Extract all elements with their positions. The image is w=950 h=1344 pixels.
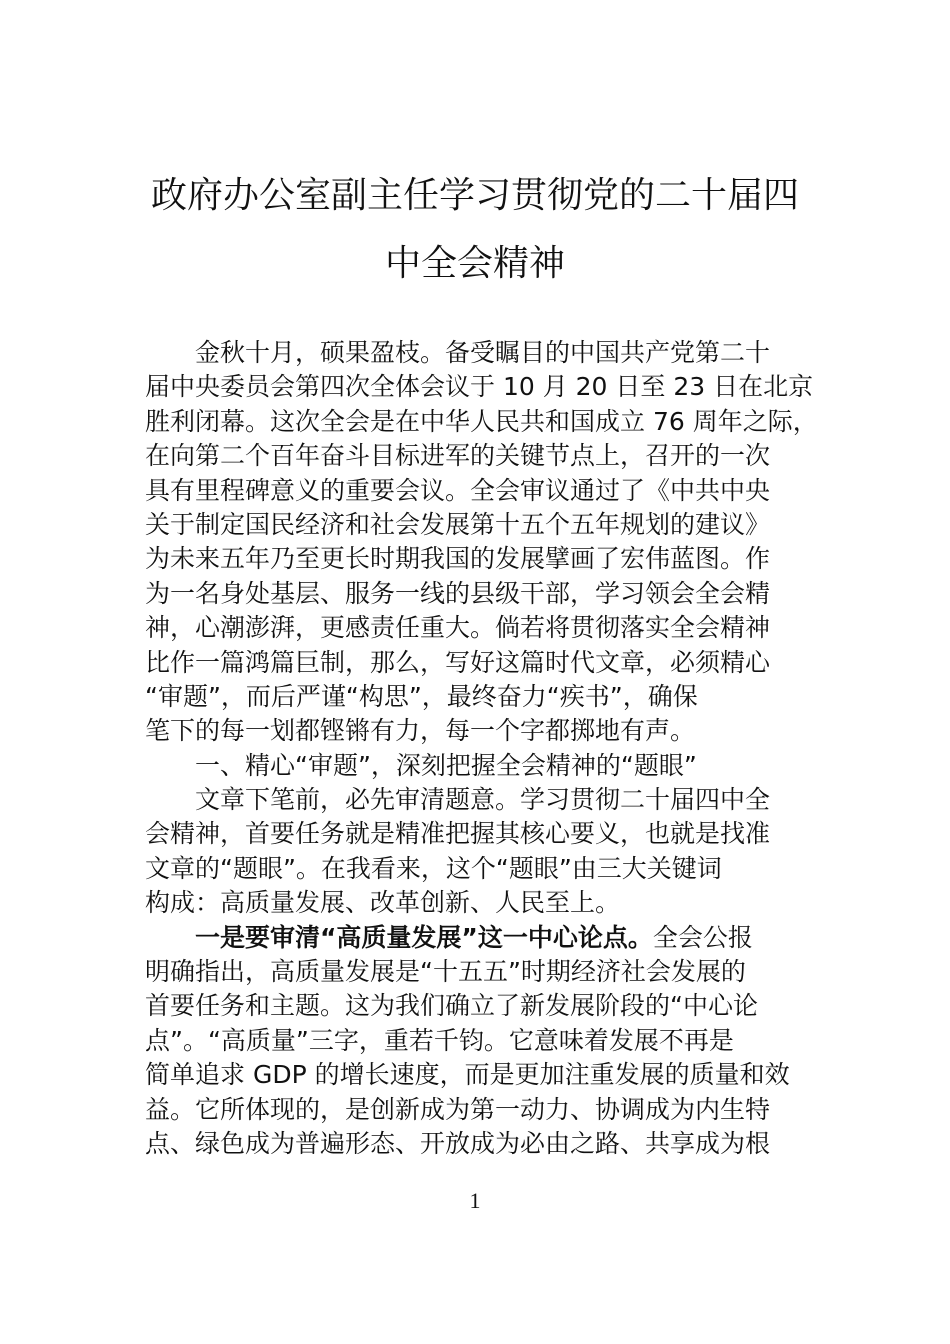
document-title-line-1: 政府办公室副主任学习贯彻党的二十届四 xyxy=(150,175,799,216)
body-line: 会精神，首要任务就是精准把握其核心要义，也就是找准 xyxy=(145,819,771,849)
body-line: 关于制定国民经济和社会发展第十五个五年规划的建议》 xyxy=(145,509,771,539)
body-line: 文章下笔前，必先审清题意。学习贯彻二十届四中全 xyxy=(195,785,771,815)
body-line: 为一名身处基层、服务一线的县级干部，学习领会全会精 xyxy=(145,578,771,608)
body-line: 胜利闭幕。这次全会是在中华人民共和国成立 76 周年之际， xyxy=(145,406,818,436)
bold-lead-sentence: 一是要审清“高质量发展”这一中心论点。 xyxy=(195,922,653,952)
document-title-line-2: 中全会精神 xyxy=(384,243,565,284)
body-line: “审题”，而后严谨“构思”，最终奋力“疾书”，确保 xyxy=(145,681,698,711)
body-line: 金秋十月，硕果盈枝。备受瞩目的中国共产党第二十 xyxy=(195,338,771,367)
body-line: 届中央委员会第四次全体会议于 10 月 20 日至 23 日在北京 xyxy=(145,372,814,402)
body-line: 为未来五年乃至更长时期我国的发展擘画了宏伟蓝图。作 xyxy=(145,544,771,574)
body-line: 简单追求 GDP 的增长速度，而是更加注重发展的质量和效 xyxy=(145,1060,790,1090)
body-line: 益。它所体现的，是创新成为第一动力、协调成为内生特 xyxy=(145,1094,771,1124)
body-line: 文章的“题眼”。在我看来，这个“题眼”由三大关键词 xyxy=(145,853,722,883)
body-line: 点、绿色成为普遍形态、开放成为必由之路、共享成为根 xyxy=(145,1128,771,1158)
body-line: 明确指出，高质量发展是“十五五”时期经济社会发展的 xyxy=(145,957,746,987)
body-line: 神，心潮澎湃，更感责任重大。倘若将贯彻落实全会精神 xyxy=(145,613,771,643)
body-line: 构成：高质量发展、改革创新、人民至上。 xyxy=(145,888,621,918)
body-line: 一是要审清“高质量发展”这一中心论点。全会公报 xyxy=(195,922,753,952)
document-body xyxy=(145,336,818,1161)
body-line: 笔下的每一划都铿锵有力，每一个字都掷地有声。 xyxy=(145,716,696,746)
body-line: 点”。“高质量”三字，重若千钧。它意味着发展不再是 xyxy=(145,1025,734,1055)
section-heading-1: 一、精心“审题”，深刻把握全会精神的“题眼” xyxy=(195,750,697,780)
body-line: 具有里程碑意义的重要会议。全会审议通过了《中共中央 xyxy=(145,475,771,505)
page-number: 1 xyxy=(469,1188,481,1213)
body-line: 比作一篇鸿篇巨制，那么，写好这篇时代文章，必须精心 xyxy=(145,647,771,677)
body-line: 在向第二个百年奋斗目标进军的关键节点上，召开的一次 xyxy=(145,441,771,471)
body-line: 首要任务和主题。这为我们确立了新发展阶段的“中心论 xyxy=(145,991,758,1021)
